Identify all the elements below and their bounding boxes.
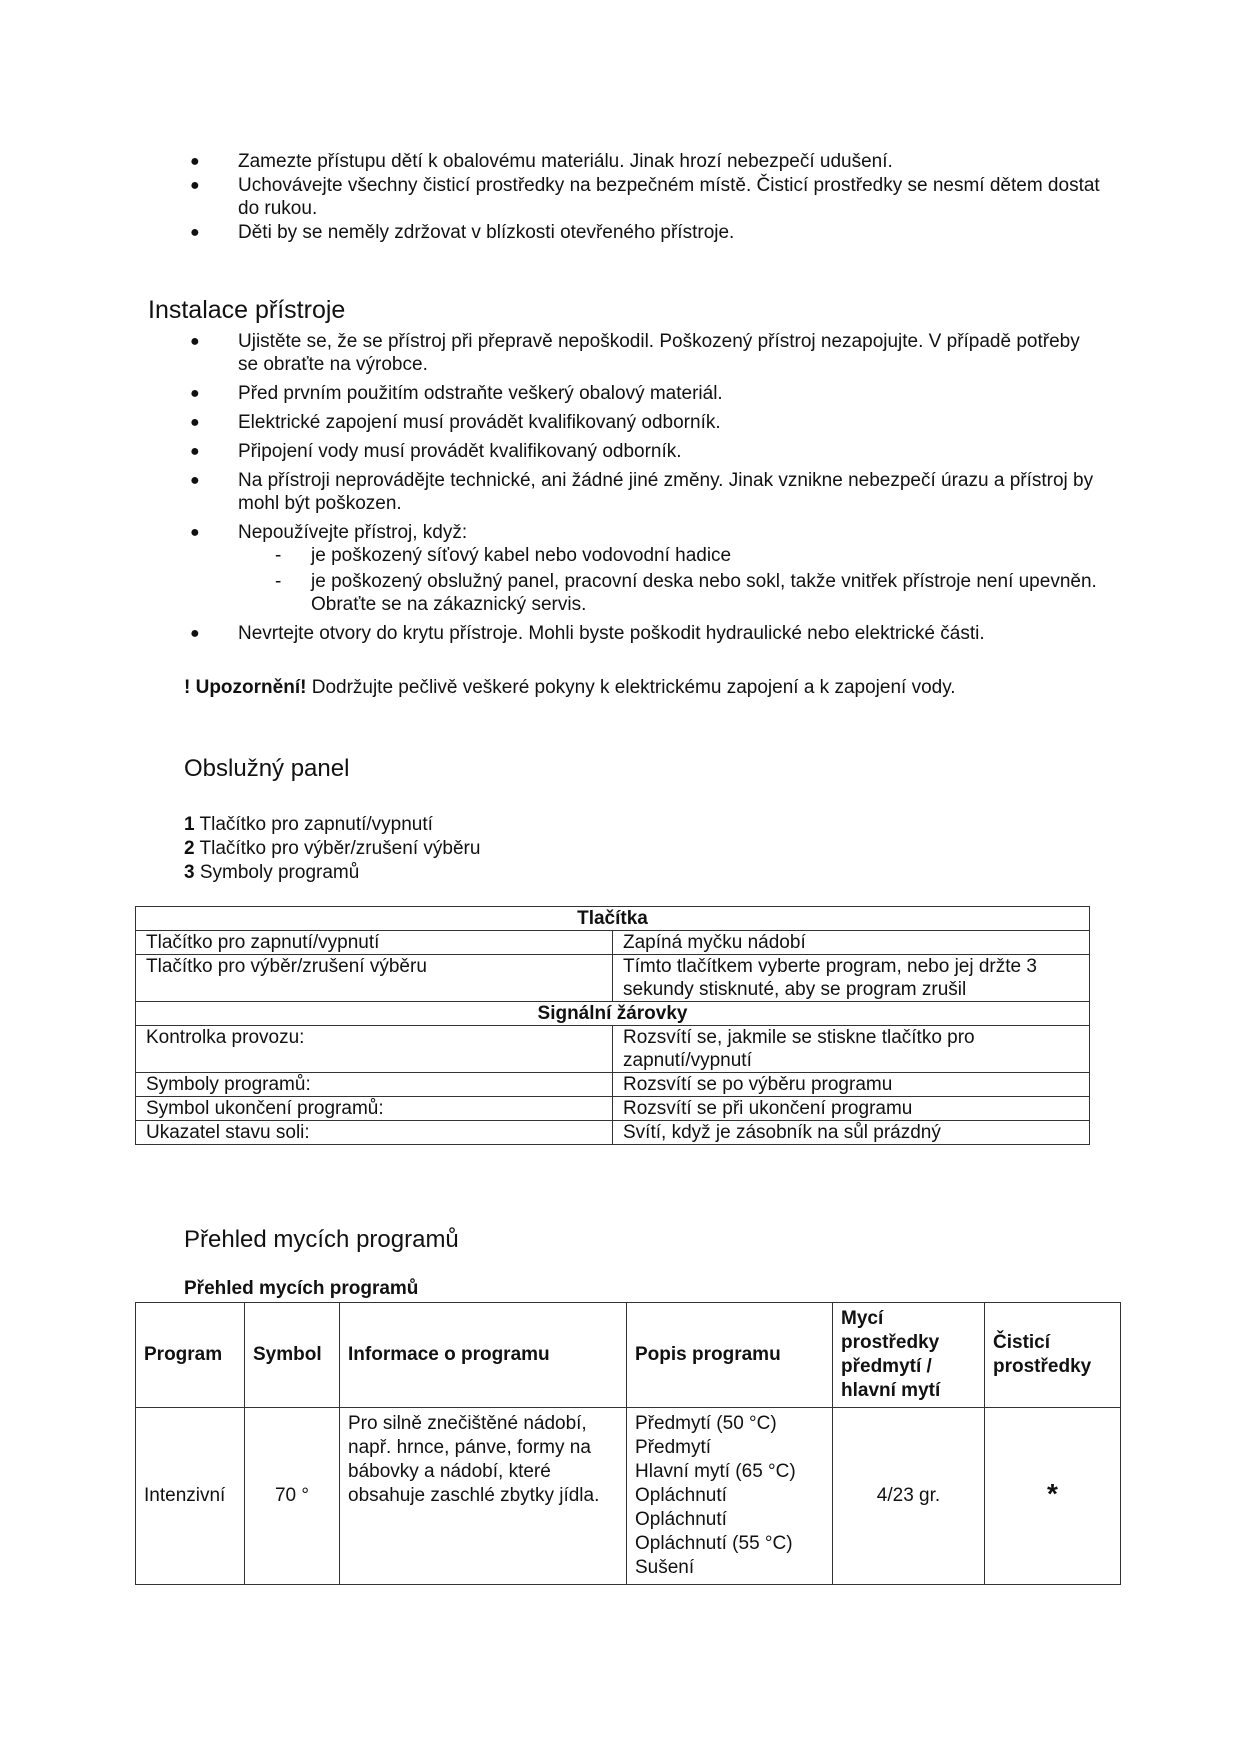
- legend-item: 3 Symboly programů: [184, 862, 360, 883]
- list-item: ● Ujistěte se, že se přístroj při přepravě nepoškodil. Poškozený přístroj nezapojujte. V případě potřeby se obraťte na výrobce.: [190, 331, 1080, 375]
- programs-heading: Přehled mycích programů: [184, 1226, 459, 1253]
- table-cell: Zapíná myčku nádobí: [613, 931, 1090, 955]
- table-cell: Rozsvítí se, jakmile se stiskne tlačítko pro zapnutí/vypnutí: [613, 1026, 1090, 1073]
- section-header-buttons: Tlačítka: [136, 907, 1090, 931]
- list-item: ● Nepoužívejte přístroj, když: - je poškozený síťový kabel nebo vodovodní hadice - je poškozený obslužný panel, pracovní deska nebo sokl, takže vnitřek přístroje není upevněn. Obraťte se na zákaznický servis.: [164, 521, 1104, 616]
- sub-bullet-list: [238, 544, 1104, 616]
- bullet-icon: ●: [190, 224, 200, 241]
- program-step: Opláchnutí (55 °C): [635, 1533, 793, 1554]
- program-name-cell: Intenzivní: [136, 1408, 245, 1585]
- control-panel-table: [135, 906, 1090, 1145]
- bullet-icon: ●: [190, 414, 200, 431]
- table-row: [136, 907, 1090, 931]
- list-item: ● Zamezte přístupu dětí k obalovému materiálu. Jinak hrozí nebezpečí udušení.: [190, 151, 893, 172]
- legend-item: 2 Tlačítko pro výběr/zrušení výběru: [184, 838, 481, 859]
- table-row: [136, 1073, 1090, 1097]
- dash-icon: -: [275, 545, 282, 566]
- table-cell: Tlačítko pro výběr/zrušení výběru: [136, 955, 613, 1002]
- list-item: ● Elektrické zapojení musí provádět kvalifikovaný odborník.: [190, 412, 721, 433]
- installation-bullet-list: [164, 330, 1104, 651]
- table-cell: Kontrolka provozu:: [136, 1026, 613, 1073]
- table-cell: Tlačítko pro zapnutí/vypnutí: [136, 931, 613, 955]
- dash-icon: -: [275, 571, 282, 592]
- column-header: Symbol: [245, 1303, 340, 1408]
- warning-note: [184, 677, 1144, 699]
- control-panel-legend: [184, 813, 480, 885]
- program-step: Sušení: [635, 1557, 695, 1578]
- list-item: ● Děti by se neměly zdržovat v blízkosti otevřeného přístroje.: [190, 222, 735, 243]
- programs-table: [135, 1302, 1121, 1585]
- bullet-icon: ●: [190, 333, 200, 350]
- program-step: Opláchnutí: [635, 1485, 727, 1506]
- program-symbol-cell: 70 °: [245, 1408, 340, 1585]
- table-row: [136, 931, 1090, 955]
- column-header: Informace o programu: [340, 1303, 627, 1408]
- sub-list-item: - je poškozený obslužný panel, pracovní deska nebo sokl, takže vnitřek přístroje není upevněn. Obraťte se na zákaznický servis.: [275, 571, 1097, 615]
- program-step: Hlavní mytí (65 °C): [635, 1461, 796, 1482]
- installation-heading: Instalace přístroje: [148, 296, 346, 324]
- safety-bullet-list: [164, 150, 1104, 245]
- column-header: Program: [136, 1303, 245, 1408]
- table-row: [136, 1408, 1121, 1585]
- table-cell: Rozsvítí se po výběru programu: [613, 1073, 1090, 1097]
- table-cell: Svítí, když je zásobník na sůl prázdný: [613, 1121, 1090, 1145]
- bullet-icon: ●: [190, 153, 200, 170]
- list-item: ● Připojení vody musí provádět kvalifikovaný odborník.: [190, 441, 682, 462]
- table-cell: Symbol ukončení programů:: [136, 1097, 613, 1121]
- rinse-aid-cell: [985, 1408, 1121, 1585]
- table-header-row: [136, 1303, 1121, 1408]
- sub-list-item: - je poškozený síťový kabel nebo vodovodní hadice: [275, 545, 732, 566]
- program-step: Předmytí (50 °C): [635, 1413, 777, 1434]
- bullet-icon: ●: [190, 177, 200, 194]
- warning-label: ! Upozornění!: [184, 677, 307, 698]
- list-item: ● Na přístroji neprovádějte technické, ani žádné jiné změny. Jinak vznikne nebezpečí úrazu a přístroj by mohl být poškozen.: [190, 470, 1094, 514]
- table-row: [136, 1121, 1090, 1145]
- program-step: Opláchnutí: [635, 1509, 727, 1530]
- column-header: Mycí prostředky předmytí / hlavní mytí: [833, 1303, 985, 1408]
- legend-item: 1 Tlačítko pro zapnutí/vypnutí: [184, 814, 433, 835]
- table-cell: Tímto tlačítkem vyberte program, nebo jej držte 3 sekundy stisknuté, aby se program zrušil: [613, 955, 1090, 1002]
- warning-text: Dodržujte pečlivě veškeré pokyny k elektrickému zapojení a k zapojení vody.: [306, 677, 956, 698]
- bullet-icon: ●: [190, 385, 200, 402]
- table-cell: Ukazatel stavu soli:: [136, 1121, 613, 1145]
- table-cell: Rozsvítí se při ukončení programu: [613, 1097, 1090, 1121]
- table-row: [136, 955, 1090, 1002]
- list-item: ● Nevrtejte otvory do krytu přístroje. Mohli byste poškodit hydraulické nebo elektrické části.: [190, 623, 985, 644]
- program-steps-cell: [627, 1408, 833, 1585]
- column-header: Popis programu: [627, 1303, 833, 1408]
- column-header: Čisticí prostředky: [985, 1303, 1121, 1408]
- section-header-lamps: Signální žárovky: [136, 1002, 1090, 1026]
- list-item: ● Před prvním použitím odstraňte veškerý obalový materiál.: [190, 383, 723, 404]
- table-row: [136, 1026, 1090, 1073]
- bullet-icon: ●: [190, 625, 200, 642]
- list-item: ● Uchovávejte všechny čisticí prostředky na bezpečném místě. Čisticí prostředky se nesmí dětem dostat do rukou.: [190, 175, 1100, 219]
- control-panel-heading: Obslužný panel: [184, 755, 350, 782]
- programs-table-caption: Přehled mycích programů: [184, 1278, 419, 1299]
- program-info-cell: Pro silně znečištěné nádobí, např. hrnce, pánve, formy na bábovky a nádobí, které obsahuje zaschlé zbytky jídla.: [340, 1408, 627, 1585]
- table-row: [136, 1002, 1090, 1026]
- table-cell: Symboly programů:: [136, 1073, 613, 1097]
- bullet-icon: ●: [190, 472, 200, 489]
- table-row: [136, 1097, 1090, 1121]
- asterisk-mark: *: [1047, 1478, 1058, 1509]
- detergent-amount-cell: 4/23 gr.: [833, 1408, 985, 1585]
- bullet-icon: ●: [190, 524, 200, 541]
- bullet-icon: ●: [190, 443, 200, 460]
- program-step: Předmytí: [635, 1437, 712, 1458]
